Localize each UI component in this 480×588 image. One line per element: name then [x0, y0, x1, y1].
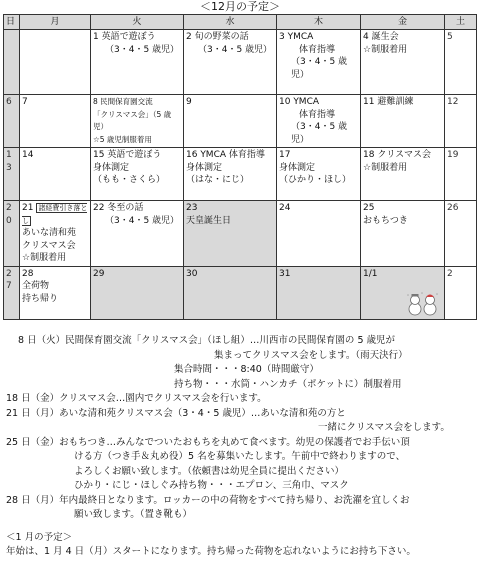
event-line: （はな・にじ）: [186, 175, 250, 185]
day-cell-sun: [4, 30, 20, 95]
event-line: 28: [22, 268, 34, 279]
day-cell-sun: 27: [4, 266, 20, 319]
day-cell-thu: [277, 95, 361, 148]
event-line: （3・4・5 歳児）: [105, 44, 180, 55]
day-cell-sat: 26: [445, 201, 477, 267]
event-line: 23: [186, 203, 198, 213]
note-line: 28 日（月）年内最終日となります。ロッカーの中の荷物をすべて持ち帰り、お洗濯を宜しくお: [6, 494, 410, 506]
event-line: 持ち帰り: [22, 293, 59, 304]
event-line: 1 英語で遊ぼう: [93, 32, 156, 42]
note-line: 18 日（金）クリスマス会…園内でクリスマス会を行います。: [6, 393, 267, 404]
day-cell-mon: [20, 30, 91, 95]
event-line: 2 旬の野菜の話: [186, 32, 249, 42]
day-cell-sun: 20: [4, 201, 20, 267]
event-line: おもちつき: [363, 215, 408, 226]
note-line: 25 日（金）おもちつき…みんなでついたおもちを丸めて食べます。幼児の保護者でお手伝い頂: [6, 436, 410, 448]
event-line: （3・4・5 歳児）: [291, 122, 348, 145]
day-cell-mon: [20, 201, 91, 267]
note-line: 年始は、1 月 4 日（月）スタートになります。持ち帰った荷物を忘れないようにお持ち下さい。: [6, 546, 416, 557]
header-sat: 土: [445, 15, 477, 30]
header-mon: 月: [20, 15, 91, 30]
event-line: 31: [279, 268, 291, 279]
week-row-3: [4, 148, 477, 201]
day-cell-tue: [91, 201, 184, 267]
day-cell-thu: [277, 201, 361, 267]
note-line: 集まってクリスマス会をします。（雨天決行）: [214, 349, 408, 361]
note-line: 8 日（火）民間保育園交流「クリスマス会」（ほし組）…川西市の民間保育園の 5 歳児が: [18, 335, 396, 346]
event-line: 11 避難訓練: [363, 97, 414, 107]
day-cell-fri: [361, 30, 445, 95]
week-row-2: [4, 95, 477, 148]
event-line: ☆5 歳児制服着用: [93, 134, 152, 144]
event-line: （3・4・5 歳児）: [105, 215, 180, 226]
day-cell-tue-closed: [91, 266, 184, 319]
note-line: 願い致します。（置き靴も）: [74, 509, 192, 520]
note-line: 21 日（月）あいな清和苑クリスマス会（3・4・5 歳児）…あいな清和苑の方と: [6, 407, 346, 419]
day-cell-sat: 12: [445, 95, 477, 148]
day-cell-thu: [277, 30, 361, 95]
event-line: 4 誕生会: [363, 32, 399, 42]
event-line: ☆制服着用: [363, 162, 408, 173]
event-line: 1/1: [363, 268, 378, 279]
note-line: よろしくお願い致します。（依頼書は幼児全員に提出ください）: [74, 465, 344, 477]
event-line: 身体測定: [186, 162, 223, 173]
header-sun: 日: [4, 15, 20, 30]
note-line: 集合時間・・・8:40（時間厳守）: [174, 364, 319, 375]
note-line: 一緒にクリスマス会をします。: [318, 422, 450, 433]
event-line: 16 YMCA 体育指導: [186, 150, 265, 160]
day-cell-fri: [361, 95, 445, 148]
notes-section: [0, 334, 480, 560]
header-tue: 火: [91, 15, 184, 30]
event-line: （ひかり・ほし）: [279, 175, 352, 185]
event-line: 8 民間保育園交流: [93, 97, 153, 106]
event-line: （3・4・5 歳児）: [198, 44, 273, 55]
note-line: 持ち物・・・水筒・ハンカチ（ポケットに）制服着用: [174, 378, 402, 390]
event-line: 身体測定: [279, 162, 316, 173]
event-line: 7: [22, 97, 28, 107]
event-line: 天皇誕生日: [186, 215, 232, 226]
header-fri: 金: [361, 15, 445, 30]
day-cell-thu-closed: [277, 266, 361, 319]
header-thu: 木: [277, 15, 361, 30]
week-row-5: [4, 266, 477, 319]
day-cell-fri-closed: [361, 266, 445, 319]
event-line: 3 YMCA: [279, 32, 314, 42]
day-cell-thu: [277, 148, 361, 201]
day-cell-wed-closed: [184, 266, 277, 319]
day-cell-tue: [91, 30, 184, 95]
day-cell-wed-holiday: [184, 201, 277, 267]
day-cell-tue: [91, 95, 184, 148]
event-line: 17: [279, 150, 291, 160]
event-line: 30: [186, 268, 198, 279]
debit-label: 諸経費引き落とし: [22, 204, 88, 225]
event-line: 25: [363, 203, 375, 213]
day-cell-sat: 5: [445, 30, 477, 95]
page-title: ＜12月の予定＞: [200, 0, 280, 13]
day-cell-wed: [184, 30, 277, 95]
day-cell-fri: [361, 201, 445, 267]
day-cell-tue: [91, 148, 184, 201]
event-line: 21 諸経費引き落とし: [22, 203, 88, 225]
event-line: 10 YMCA: [279, 97, 320, 107]
event-line: 24: [279, 203, 291, 213]
note-line: ひかり・にじ・ほしぐみ持ち物・・・エプロン、三角巾、マスク: [74, 480, 349, 491]
header-wed: 水: [184, 15, 277, 30]
event-line: 15 英語で遊ぼう: [93, 150, 162, 160]
note-line: ける方（つき手＆丸め役）5 名を募集いたします。午前中で終わりますので、: [74, 451, 406, 462]
event-line: 全荷物: [22, 281, 50, 291]
day-cell-mon: [20, 266, 91, 319]
event-line: 「クリスマス会」（5 歳児）: [93, 109, 172, 131]
day-cell-sun: 6: [4, 95, 20, 148]
event-line: （3・4・5 歳児）: [291, 57, 348, 80]
calendar-table: [3, 14, 477, 320]
day-cell-mon: [20, 148, 91, 201]
calendar-header-row: [4, 15, 477, 30]
day-cell-sat: 19: [445, 148, 477, 201]
event-line: 9: [186, 97, 192, 107]
event-line: 29: [93, 268, 105, 279]
event-line: （もも・さくら）: [93, 175, 166, 185]
event-line: あいな清和苑: [22, 228, 77, 238]
event-line: 18 クリスマス会: [363, 150, 431, 160]
day-cell-wed: [184, 148, 277, 201]
day-cell-mon: [20, 95, 91, 148]
day-cell-sun: 13: [4, 148, 20, 201]
week-row-4: [4, 201, 477, 267]
week-row-1: [4, 30, 477, 95]
event-line: 22 冬至の話: [93, 203, 144, 213]
event-line: ☆制服着用: [22, 253, 67, 263]
day-cell-sat: 2: [445, 266, 477, 319]
event-line: 体育指導: [299, 109, 336, 120]
event-line: 体育指導: [299, 44, 336, 55]
event-line: ☆制服着用: [363, 44, 408, 55]
day-cell-fri: [361, 148, 445, 201]
day-cell-wed: [184, 95, 277, 148]
snowman-illustration: [406, 291, 440, 317]
event-line: 身体測定: [93, 162, 130, 173]
january-heading: ＜1 月の予定＞: [6, 531, 73, 543]
event-line: 14: [22, 150, 34, 160]
event-line: クリスマス会: [22, 240, 76, 251]
